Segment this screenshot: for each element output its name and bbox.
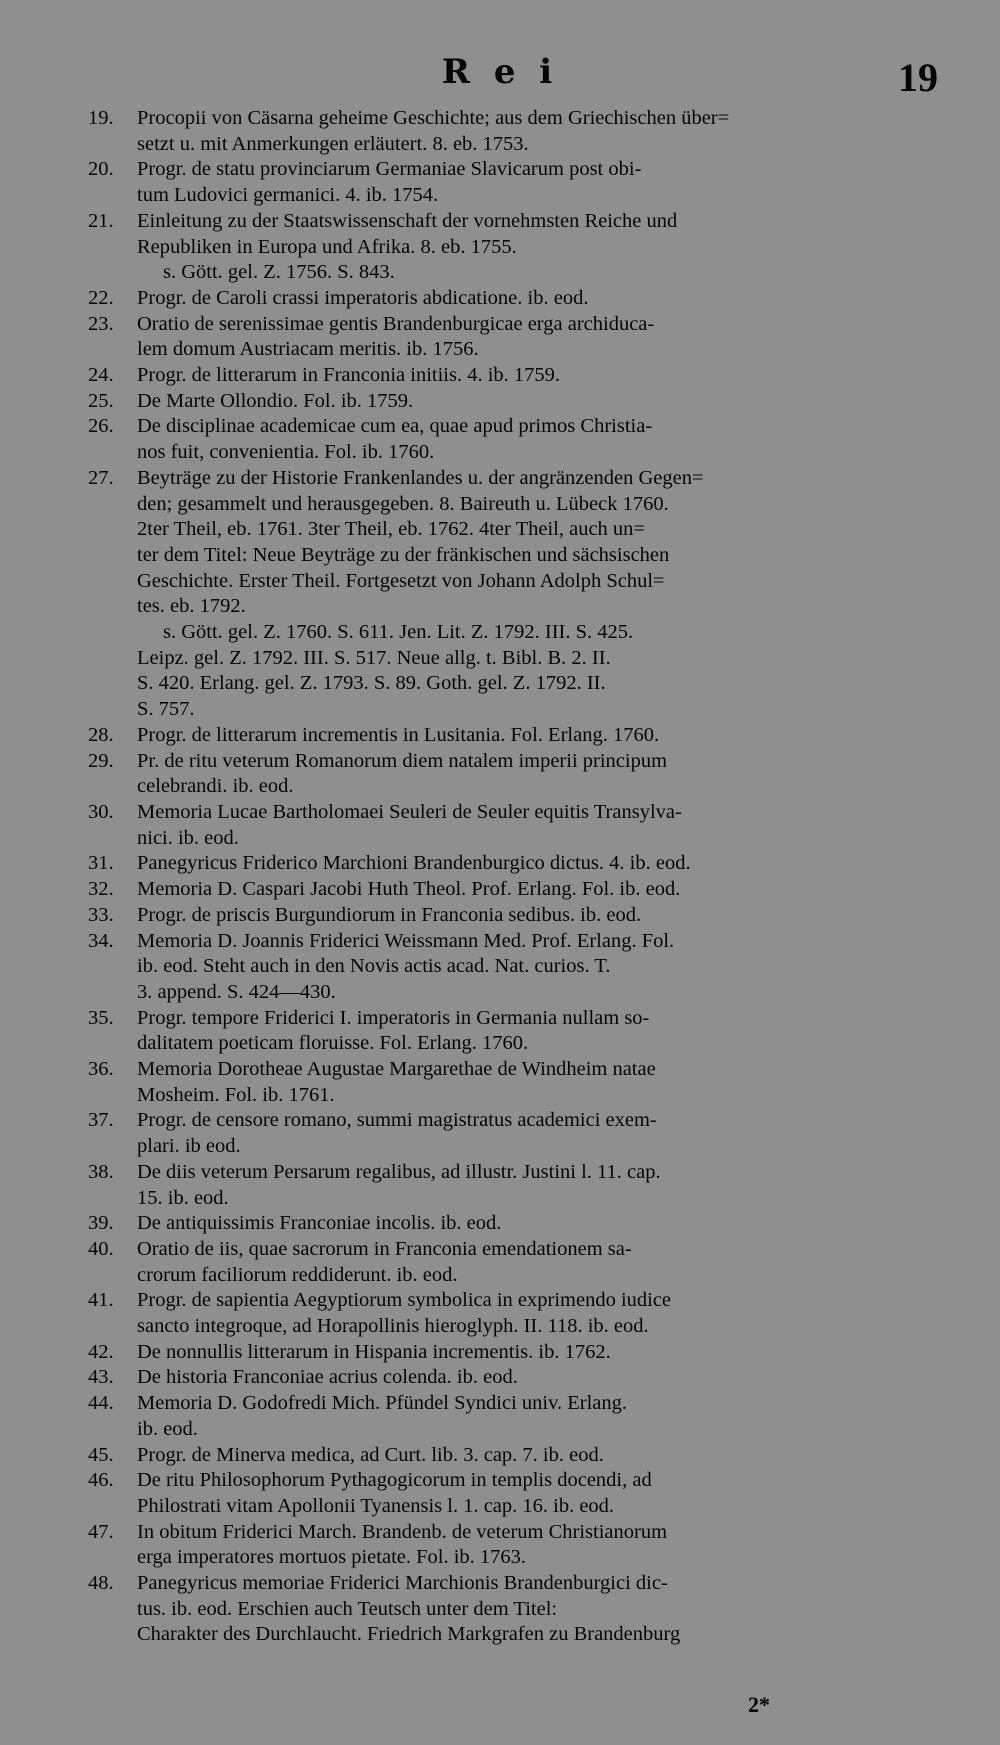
list-item [88, 1571, 940, 1648]
entry-number: 38. [88, 1160, 114, 1183]
entry-number: 24. [88, 364, 114, 387]
entry-line: Mosheim. Fol. ib. 1761. [137, 1083, 335, 1106]
entry-number: 23. [88, 312, 114, 335]
entry-number: 37. [88, 1109, 114, 1132]
entry-line: s. Gött. gel. Z. 1756. S. 843. [163, 261, 395, 284]
entry-line: tum Ludovici germanici. 4. ib. 1754. [137, 184, 439, 207]
entry-number: 32. [88, 878, 114, 901]
running-head [0, 48, 1000, 98]
list-item [88, 1340, 940, 1366]
entry-line: den; gesammelt und herausgegeben. 8. Baireuth u. Lübeck 1760. [137, 492, 669, 515]
entry-line: celebrandi. ib. eod. [137, 775, 294, 798]
entry-line: ib. eod. Steht auch in den Novis actis acad. Nat. curios. T. [137, 955, 611, 978]
entry-line: Memoria D. Joannis Friderici Weissmann Med. Prof. Erlang. Fol. [137, 929, 675, 952]
entry-line: sancto integroque, ad Horapollinis hieroglyph. II. 118. ib. eod. [137, 1315, 649, 1338]
entry-line: Progr. de sapientia Aegyptiorum symbolica in exprimendo iudice [137, 1289, 672, 1312]
list-item [88, 1160, 940, 1211]
entry-number: 35. [88, 1006, 114, 1029]
entry-line: Philostrati vitam Apollonii Tyanensis l. 1. cap. 16. ib. eod. [137, 1494, 615, 1517]
list-item [88, 1391, 940, 1442]
entry-line: De antiquissimis Franconiae incolis. ib. eod. [137, 1212, 502, 1235]
entry-line: plari. ib eod. [137, 1135, 241, 1158]
list-item [88, 389, 940, 415]
list-item [88, 1211, 940, 1237]
entry-line: Einleitung zu der Staatswissenschaft der vornehmsten Reiche und [137, 209, 678, 232]
list-item [88, 877, 940, 903]
entry-number: 29. [88, 749, 114, 772]
entry-line: S. 420. Erlang. gel. Z. 1793. S. 89. Goth. gel. Z. 1792. II. [137, 672, 606, 695]
entry-line: Progr. de statu provinciarum Germaniae Slavicarum post obi- [137, 158, 642, 181]
list-item [88, 363, 940, 389]
entry-number: 36. [88, 1058, 114, 1081]
entry-number: 22. [88, 286, 114, 309]
entry-line: Leipz. gel. Z. 1792. III. S. 517. Neue allg. t. Bibl. B. 2. II. [137, 646, 611, 669]
entry-number: 48. [88, 1572, 114, 1595]
entry-number: 46. [88, 1469, 114, 1492]
entry-number: 33. [88, 903, 114, 926]
list-item [88, 1288, 940, 1339]
entry-line: Progr. de priscis Burgundiorum in Franconia sedibus. ib. eod. [137, 903, 642, 926]
entry-number: 47. [88, 1520, 114, 1543]
list-item [88, 157, 940, 208]
entry-number: 39. [88, 1212, 114, 1235]
entry-line: ter dem Titel: Neue Beyträge zu der fränkischen und sächsischen [137, 543, 670, 566]
list-item [88, 1443, 940, 1469]
entry-number: 27. [88, 466, 114, 489]
entry-number: 30. [88, 800, 114, 823]
entry-number: 34. [88, 929, 114, 952]
entry-line: 15. ib. eod. [137, 1186, 229, 1209]
entry-number: 45. [88, 1443, 114, 1466]
entry-line: Memoria Lucae Bartholomaei Seuleri de Seuler equitis Transylva- [137, 800, 682, 823]
list-item [88, 106, 940, 157]
page-number: 19 [898, 55, 938, 100]
entry-line: nici. ib. eod. [137, 826, 239, 849]
entry-line: Panegyricus memoriae Friderici Marchionis Brandenburgici dic- [137, 1572, 668, 1595]
entry-number: 20. [88, 158, 114, 181]
entry-line: crorum faciliorum reddiderunt. ib. eod. [137, 1263, 458, 1286]
list-item [88, 1237, 940, 1288]
entry-line: lem domum Austriacam meritis. ib. 1756. [137, 338, 479, 361]
entry-line: Memoria D. Caspari Jacobi Huth Theol. Prof. Erlang. Fol. ib. eod. [137, 878, 681, 901]
list-item [88, 209, 940, 286]
entry-line: Progr. tempore Friderici I. imperatoris in Germania nullam so- [137, 1006, 650, 1029]
entry-number: 40. [88, 1237, 114, 1260]
signature-mark: 2* [748, 1692, 770, 1717]
entry-line: Progr. de censore romano, summi magistratus academici exem- [137, 1109, 657, 1132]
entry-line: De nonnullis litterarum in Hispania incrementis. ib. 1762. [137, 1340, 611, 1363]
entry-number: 19. [88, 107, 114, 129]
list-item [88, 1006, 940, 1057]
list-item [88, 466, 940, 723]
entry-number: 28. [88, 723, 114, 746]
list-item [88, 1108, 940, 1159]
entry-line: De diis veterum Persarum regalibus, ad illustr. Justini l. 11. cap. [137, 1160, 661, 1183]
list-item [88, 749, 940, 800]
list-item [88, 800, 940, 851]
list-item [88, 1057, 940, 1108]
entry-line: De historia Franconiae acrius colenda. ib. eod. [137, 1366, 518, 1389]
list-item [88, 1365, 940, 1391]
entry-line: Oratio de iis, quae sacrorum in Franconia emendationem sa- [137, 1237, 632, 1260]
entry-line: Pr. de ritu veterum Romanorum diem natalem imperii principum [137, 749, 668, 772]
entry-line: De Marte Ollondio. Fol. ib. 1759. [137, 389, 414, 412]
entry-line: Republiken in Europa und Afrika. 8. eb. 1755. [137, 235, 517, 258]
entry-line: Progr. de Minerva medica, ad Curt. lib. 3. cap. 7. ib. eod. [137, 1443, 604, 1466]
entry-line: ib. eod. [137, 1417, 198, 1440]
entry-number: 31. [88, 852, 114, 875]
entry-line: Progr. de Caroli crassi imperatoris abdicatione. ib. eod. [137, 286, 589, 309]
entry-number: 21. [88, 209, 114, 232]
entry-line: setzt u. mit Anmerkungen erläutert. 8. eb. 1753. [137, 132, 529, 155]
entry-line: Charakter des Durchlaucht. Friedrich Markgrafen zu Brandenburg [137, 1623, 681, 1646]
entry-line: nos fuit, convenientia. Fol. ib. 1760. [137, 441, 435, 464]
entry-line: 2ter Theil, eb. 1761. 3ter Theil, eb. 1762. 4ter Theil, auch un= [137, 518, 645, 541]
entry-number: 26. [88, 415, 114, 438]
bibliography-list [88, 106, 940, 1648]
entry-line: Geschichte. Erster Theil. Fortgesetzt von Johann Adolph Schul= [137, 569, 665, 592]
list-item [88, 903, 940, 929]
entry-line: 3. append. S. 424—430. [137, 980, 336, 1003]
entry-line: Oratio de serenissimae gentis Brandenburgicae erga archiduca- [137, 312, 655, 335]
entry-line: Memoria D. Godofredi Mich. Pfündel Syndici univ. Erlang. [137, 1392, 628, 1415]
entry-line: De disciplinae academicae cum ea, quae apud primos Christia- [137, 415, 653, 438]
entry-line: Progr. de litterarum in Franconia initiis. 4. ib. 1759. [137, 364, 561, 387]
list-item [88, 1520, 940, 1571]
list-item [88, 414, 940, 465]
list-item [88, 723, 940, 749]
entry-number: 41. [88, 1289, 114, 1312]
entry-line: s. Gött. gel. Z. 1760. S. 611. Jen. Lit. Z. 1792. III. S. 425. [163, 621, 634, 644]
list-item [88, 929, 940, 1006]
entry-line: Progr. de litterarum incrementis in Lusitania. Fol. Erlang. 1760. [137, 723, 660, 746]
list-item [88, 1468, 940, 1519]
entry-line: In obitum Friderici March. Brandenb. de veterum Christianorum [137, 1520, 668, 1543]
entry-number: 25. [88, 389, 114, 412]
entry-line: Procopii von Cäsarna geheime Geschichte; aus dem Griechischen über= [137, 107, 730, 129]
entry-line: Beyträge zu der Historie Frankenlandes u. der angränzenden Gegen= [137, 466, 704, 489]
entry-number: 44. [88, 1392, 114, 1415]
entry-number: 42. [88, 1340, 114, 1363]
entry-line: De ritu Philosophorum Pythagogicorum in templis docendi, ad [137, 1469, 652, 1492]
entry-line: erga imperatores mortuos pietate. Fol. ib. 1763. [137, 1546, 527, 1569]
entry-line: Panegyricus Friderico Marchioni Brandenburgico dictus. 4. ib. eod. [137, 852, 691, 875]
entry-line: S. 757. [137, 698, 195, 721]
entry-line: tes. eb. 1792. [137, 595, 246, 618]
entry-line: dalitatem poeticam floruisse. Fol. Erlang. 1760. [137, 1032, 529, 1055]
entry-line: tus. ib. eod. Erschien auch Teutsch unter dem Titel: [137, 1597, 558, 1620]
entry-line: Memoria Dorotheae Augustae Margarethae de Windheim natae [137, 1058, 656, 1081]
list-item [88, 851, 940, 877]
list-item [88, 312, 940, 363]
entry-number: 43. [88, 1366, 114, 1389]
running-title: R e i [441, 52, 559, 92]
list-item [88, 286, 940, 312]
